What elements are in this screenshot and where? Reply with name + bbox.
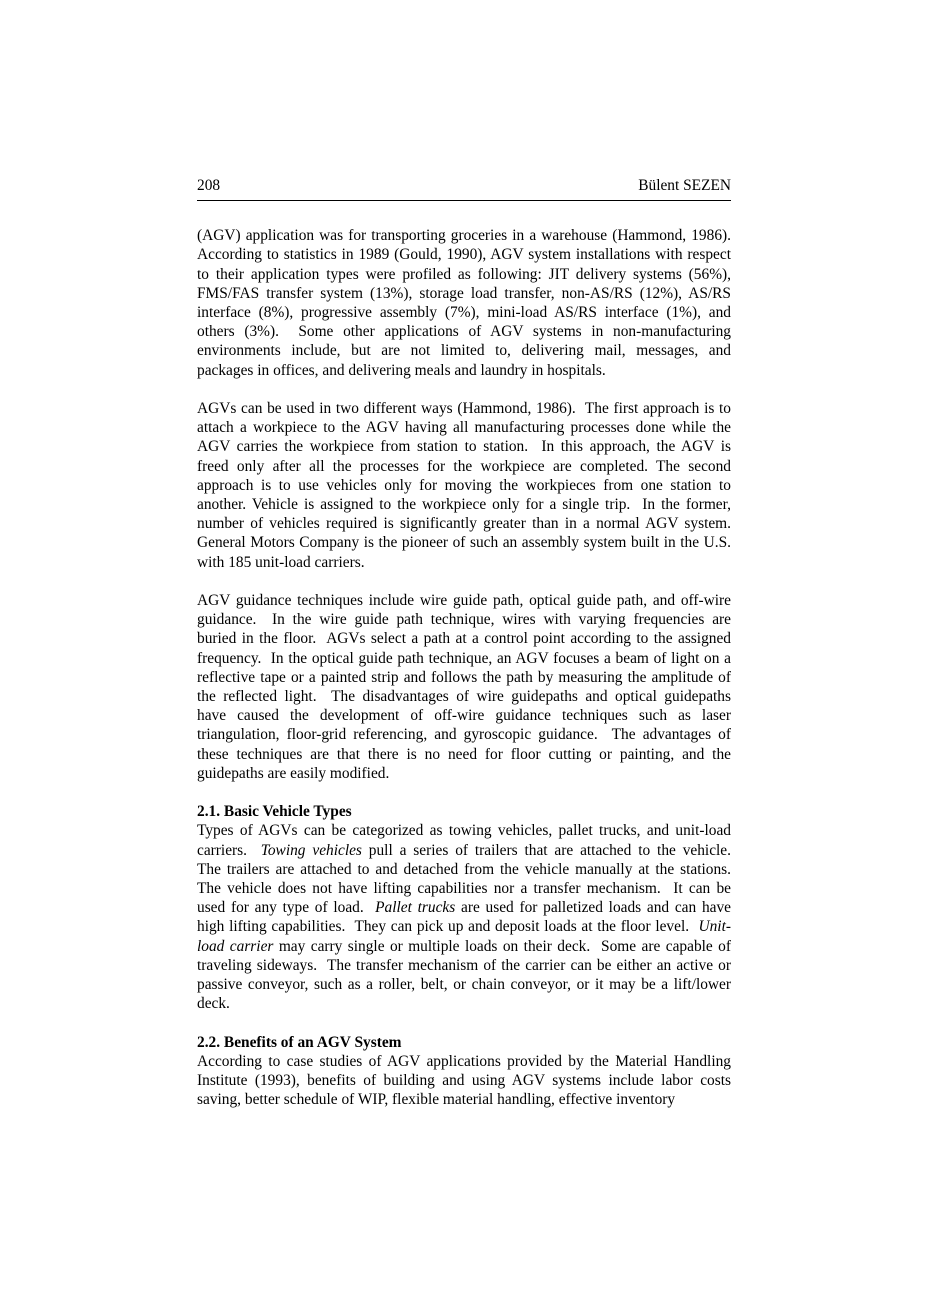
- italic-term: Pallet trucks: [375, 899, 456, 917]
- text-line: According to statistics in 1989 (Gould, 1990), AGV system installations with respect: [197, 246, 731, 264]
- text-line: the reflected light. The disadvantages of wire guidepaths and optical guidepaths: [197, 688, 731, 706]
- text-line: packages in offices, and delivering meals and laundry in hospitals.: [197, 361, 606, 379]
- text-line: deck.: [197, 995, 230, 1013]
- text-line: to their application types were profiled as following: JIT delivery systems (56%),: [197, 265, 731, 283]
- text-line: frequency. In the optical guide path technique, an AGV focuses a beam of light on a: [197, 649, 731, 667]
- heading-text-line: 2.1. Basic Vehicle Types: [197, 803, 352, 821]
- text-line: According to case studies of AGV applications provided by the Material Handling: [197, 1052, 731, 1070]
- text-line: number of vehicles required is significantly greater than in a normal AGV system.: [197, 515, 731, 533]
- heading-text-line: 2.2. Benefits of an AGV System: [197, 1033, 402, 1051]
- text-line: attach a workpiece to the AGV having all manufacturing processes done while the: [197, 419, 731, 437]
- paragraph: [197, 821, 731, 1013]
- text-line: guidance. In the wire guide path technique, wires with varying frequencies are: [197, 611, 731, 629]
- text-line: have caused the development of off-wire guidance techniques such as laser: [197, 707, 731, 725]
- text-line: buried in the floor. AGVs select a path at a control point according to the assigned: [197, 630, 731, 648]
- italic-term: Unit-: [698, 918, 731, 936]
- text-line: interface (8%), progressive assembly (7%), mini-load AS/RS interface (1%), and: [197, 304, 731, 322]
- text-line: triangulation, floor-grid referencing, and gyroscopic guidance. The advantages of: [197, 726, 731, 744]
- text-line: FMS/FAS transfer system (13%), storage load transfer, non-AS/RS (12%), AS/RS: [197, 284, 731, 302]
- text-line: with 185 unit-load carriers.: [197, 553, 365, 571]
- running-header: [197, 176, 731, 195]
- text-line: The vehicle does not have lifting capabilities nor a transfer mechanism. It can be: [197, 880, 731, 898]
- paragraph: [197, 399, 731, 572]
- text-line: traveling sideways. The transfer mechanism of the carrier can be either an active or: [197, 956, 731, 974]
- section-heading: [197, 802, 731, 821]
- text-line: passive conveyor, such as a roller, belt, or chain conveyor, or it may be a lift/lower: [197, 976, 731, 994]
- text-line: load carrier may carry single or multiple loads on their deck. Some are capable of: [197, 937, 731, 955]
- text-line: used for any type of load. Pallet trucks are used for palletized loads and can have: [197, 899, 731, 917]
- paragraph: [197, 591, 731, 783]
- text-line: another. Vehicle is assigned to the workpiece only for a single trip. In the former,: [197, 496, 731, 514]
- text-line: guidepaths are easily modified.: [197, 764, 390, 782]
- text-line: carriers. Towing vehicles pull a series of trailers that are attached to the vehicle.: [197, 841, 731, 859]
- text-line: Institute (1993), benefits of building and using AGV systems include labor costs: [197, 1072, 731, 1090]
- text-line: AGV carries the workpiece from station to station. In this approach, the AGV is: [197, 438, 731, 456]
- text-line: reflective tape or a painted strip and follows the path by measuring the amplitude of: [197, 668, 731, 686]
- text-line: The trailers are attached to and detached from the vehicle manually at the stations.: [197, 860, 731, 878]
- text-line: General Motors Company is the pioneer of such an assembly system built in the U.S.: [197, 534, 731, 552]
- paragraph: [197, 226, 731, 380]
- text-line: (AGV) application was for transporting groceries in a warehouse (Hammond, 1986).: [197, 227, 731, 245]
- paragraph: [197, 1052, 731, 1110]
- text-line: these techniques are that there is no need for floor cutting or painting, and the: [197, 745, 731, 763]
- running-head-author: Bülent SEZEN: [638, 177, 731, 194]
- text-line: freed only after all the processes for the workpiece are completed. The second: [197, 457, 731, 475]
- text-line: high lifting capabilities. They can pick up and deposit loads at the floor level. Unit-: [197, 918, 731, 936]
- page-body: [197, 226, 731, 1109]
- text-line: AGV guidance techniques include wire guide path, optical guide path, and off-wire: [197, 592, 731, 610]
- text-line: environments include, but are not limited to, delivering mail, messages, and: [197, 342, 731, 360]
- italic-term: Towing vehicles: [260, 841, 362, 859]
- text-line: saving, better schedule of WIP, flexible material handling, effective inventory: [197, 1091, 676, 1109]
- text-line: AGVs can be used in two different ways (Hammond, 1986). The first approach is to: [197, 400, 731, 418]
- header-rule: [197, 200, 731, 201]
- section-heading: [197, 1033, 731, 1052]
- page-content-area: [197, 176, 731, 1109]
- text-line: approach is to use vehicles only for moving the workpieces from one station to: [197, 476, 731, 494]
- text-line: others (3%). Some other applications of AGV systems in non-manufacturing: [197, 323, 731, 341]
- page-number: 208: [197, 177, 221, 194]
- text-line: Types of AGVs can be categorized as towing vehicles, pallet trucks, and unit-load: [197, 822, 731, 840]
- italic-term: load carrier: [197, 937, 274, 955]
